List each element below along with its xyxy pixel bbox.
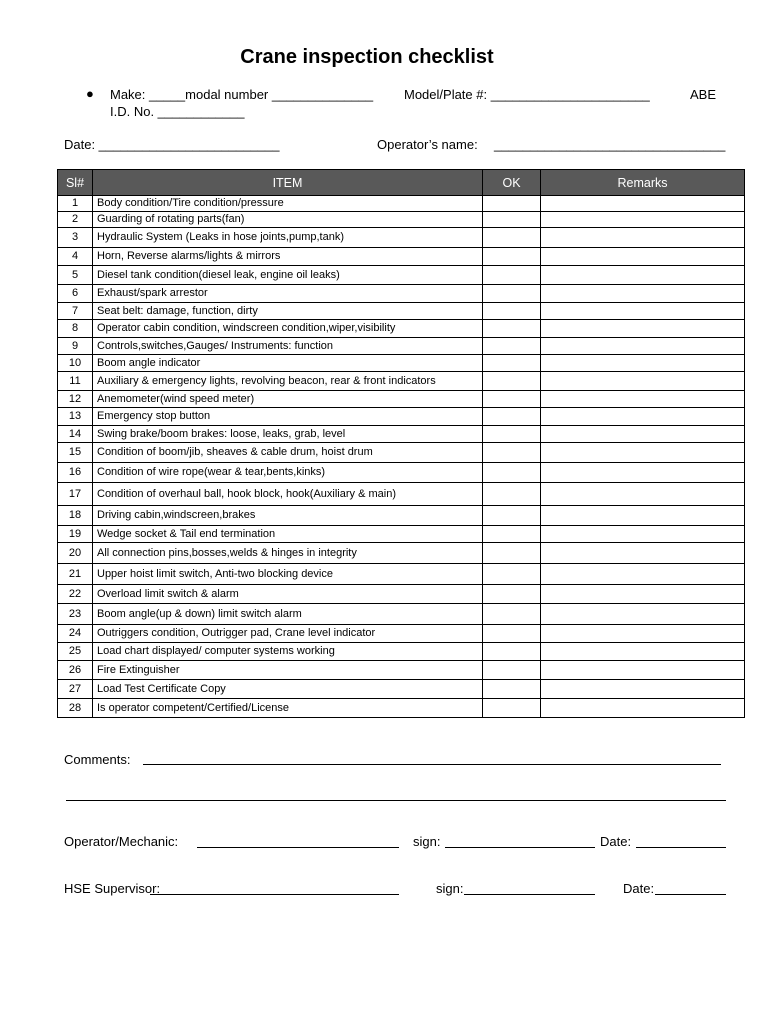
- hse-date-line[interactable]: [655, 894, 726, 895]
- ok-cell[interactable]: [483, 212, 541, 228]
- ok-cell[interactable]: [483, 408, 541, 426]
- row-number: 20: [58, 543, 93, 564]
- ok-cell[interactable]: [483, 196, 541, 212]
- table-row: [58, 483, 745, 506]
- remarks-cell[interactable]: [541, 506, 745, 526]
- table-row: [58, 338, 745, 355]
- row-item: All connection pins,bosses,welds & hinges in integrity: [93, 543, 483, 564]
- row-number: 26: [58, 661, 93, 680]
- table-row: [58, 372, 745, 391]
- ok-cell[interactable]: [483, 661, 541, 680]
- table-row: [58, 285, 745, 303]
- row-item: Guarding of rotating parts(fan): [93, 212, 483, 228]
- hse-sign-label: sign:: [436, 881, 464, 896]
- ok-cell[interactable]: [483, 372, 541, 391]
- remarks-cell[interactable]: [541, 228, 745, 248]
- table-row: [58, 680, 745, 699]
- operator-sign-line[interactable]: [445, 847, 595, 848]
- row-item: Overload limit switch & alarm: [93, 585, 483, 604]
- ok-cell[interactable]: [483, 680, 541, 699]
- row-item: Is operator competent/Certified/License: [93, 699, 483, 718]
- column-header-ok: OK: [483, 170, 541, 196]
- row-number: 18: [58, 506, 93, 526]
- row-number: 23: [58, 604, 93, 625]
- bullet-icon: ●: [86, 86, 94, 101]
- table-row: [58, 463, 745, 483]
- ok-cell[interactable]: [483, 699, 541, 718]
- ok-cell[interactable]: [483, 303, 541, 320]
- row-item: Boom angle(up & down) limit switch alarm: [93, 604, 483, 625]
- row-item: Outriggers condition, Outrigger pad, Crane level indicator: [93, 625, 483, 643]
- table-row: [58, 564, 745, 585]
- remarks-cell[interactable]: [541, 585, 745, 604]
- table-row: [58, 604, 745, 625]
- remarks-cell[interactable]: [541, 248, 745, 266]
- ok-cell[interactable]: [483, 338, 541, 355]
- comments-label: Comments:: [64, 752, 131, 767]
- table-row: [58, 526, 745, 543]
- remarks-cell[interactable]: [541, 643, 745, 661]
- operator-mechanic-label: Operator/Mechanic:: [64, 834, 179, 849]
- row-number: 28: [58, 699, 93, 718]
- table-row: [58, 355, 745, 372]
- row-item: Wedge socket & Tail end termination: [93, 526, 483, 543]
- hse-supervisor-line[interactable]: [150, 894, 399, 895]
- row-number: 27: [58, 680, 93, 699]
- ok-cell[interactable]: [483, 285, 541, 303]
- ok-cell[interactable]: [483, 585, 541, 604]
- row-item: Load chart displayed/ computer systems working: [93, 643, 483, 661]
- remarks-cell[interactable]: [541, 699, 745, 718]
- remarks-cell[interactable]: [541, 338, 745, 355]
- row-number: 9: [58, 338, 93, 355]
- operator-date-line[interactable]: [636, 847, 726, 848]
- remarks-cell[interactable]: [541, 372, 745, 391]
- remarks-cell[interactable]: [541, 661, 745, 680]
- remarks-cell[interactable]: [541, 212, 745, 228]
- row-item: Condition of wire rope(wear & tear,bents,kinks): [93, 463, 483, 483]
- table-row: [58, 661, 745, 680]
- row-number: 2: [58, 212, 93, 228]
- row-number: 6: [58, 285, 93, 303]
- table-row: [58, 212, 745, 228]
- page-title: Crane inspection checklist: [240, 46, 494, 68]
- row-number: 16: [58, 463, 93, 483]
- table-header-row: [58, 170, 745, 196]
- remarks-cell[interactable]: [541, 303, 745, 320]
- table-row: [58, 266, 745, 285]
- inspection-table: [57, 169, 745, 718]
- ok-cell[interactable]: [483, 426, 541, 443]
- row-number: 15: [58, 443, 93, 463]
- row-number: 4: [58, 248, 93, 266]
- row-number: 24: [58, 625, 93, 643]
- ok-cell[interactable]: [483, 463, 541, 483]
- row-number: 1: [58, 196, 93, 212]
- ok-cell[interactable]: [483, 526, 541, 543]
- row-number: 10: [58, 355, 93, 372]
- operator-date-label: Date:: [600, 834, 632, 849]
- row-item: Condition of boom/jib, sheaves & cable drum, hoist drum: [93, 443, 483, 463]
- row-item: Controls,switches,Gauges/ Instruments: function: [93, 338, 483, 355]
- remarks-cell[interactable]: [541, 391, 745, 408]
- ok-cell[interactable]: [483, 391, 541, 408]
- row-item: Operator cabin condition, windscreen condition,wiper,visibility: [93, 320, 483, 338]
- table-row: [58, 248, 745, 266]
- hse-date-label: Date:: [623, 881, 655, 896]
- row-item: Boom angle indicator: [93, 355, 483, 372]
- row-item: Anemometer(wind speed meter): [93, 391, 483, 408]
- table-row: [58, 228, 745, 248]
- remarks-cell[interactable]: [541, 355, 745, 372]
- ok-cell[interactable]: [483, 543, 541, 564]
- table-row: [58, 506, 745, 526]
- row-item: Upper hoist limit switch, Anti-two blocking device: [93, 564, 483, 585]
- row-number: 21: [58, 564, 93, 585]
- make-model-field[interactable]: Make: _____modal number ______________: [110, 87, 374, 102]
- row-number: 19: [58, 526, 93, 543]
- ok-cell[interactable]: [483, 564, 541, 585]
- column-header-sl: Sl#: [58, 170, 93, 196]
- row-item: Emergency stop button: [93, 408, 483, 426]
- remarks-cell[interactable]: [541, 266, 745, 285]
- table-row: [58, 643, 745, 661]
- table-row: [58, 303, 745, 320]
- ok-cell[interactable]: [483, 355, 541, 372]
- ok-cell[interactable]: [483, 228, 541, 248]
- table-row: [58, 699, 745, 718]
- row-number: 12: [58, 391, 93, 408]
- operator-sign-label: sign:: [413, 834, 441, 849]
- table-row: [58, 585, 745, 604]
- remarks-cell[interactable]: [541, 443, 745, 463]
- row-item: Driving cabin,windscreen,brakes: [93, 506, 483, 526]
- remarks-cell[interactable]: [541, 426, 745, 443]
- remarks-cell[interactable]: [541, 463, 745, 483]
- abe-text: ABE: [690, 87, 717, 102]
- operator-name-field[interactable]: ________________________________: [494, 137, 726, 152]
- column-header-item: ITEM: [93, 170, 483, 196]
- table-row: [58, 391, 745, 408]
- comments-line-2[interactable]: [66, 800, 726, 801]
- ok-cell[interactable]: [483, 643, 541, 661]
- row-item: Exhaust/spark arrestor: [93, 285, 483, 303]
- remarks-cell[interactable]: [541, 526, 745, 543]
- row-item: Swing brake/boom brakes: loose, leaks, grab, level: [93, 426, 483, 443]
- row-number: 8: [58, 320, 93, 338]
- remarks-cell[interactable]: [541, 483, 745, 506]
- operator-mechanic-line[interactable]: [197, 847, 399, 848]
- row-number: 11: [58, 372, 93, 391]
- ok-cell[interactable]: [483, 266, 541, 285]
- column-header-remarks: Remarks: [541, 170, 745, 196]
- id-number-field[interactable]: I.D. No. ____________: [110, 104, 245, 119]
- remarks-cell[interactable]: [541, 625, 745, 643]
- date-field[interactable]: Date: _________________________: [64, 137, 280, 152]
- table-row: [58, 443, 745, 463]
- row-item: Horn, Reverse alarms/lights & mirrors: [93, 248, 483, 266]
- remarks-cell[interactable]: [541, 564, 745, 585]
- model-plate-field[interactable]: Model/Plate #: ______________________: [404, 87, 650, 102]
- ok-cell[interactable]: [483, 483, 541, 506]
- row-number: 13: [58, 408, 93, 426]
- operator-name-label: Operator’s name:: [377, 137, 478, 152]
- row-item: Body condition/Tire condition/pressure: [93, 196, 483, 212]
- row-item: Fire Extinguisher: [93, 661, 483, 680]
- row-item: Hydraulic System (Leaks in hose joints,pump,tank): [93, 228, 483, 248]
- row-item: Auxiliary & emergency lights, revolving beacon, rear & front indicators: [93, 372, 483, 391]
- row-number: 25: [58, 643, 93, 661]
- table-row: [58, 196, 745, 212]
- remarks-cell[interactable]: [541, 408, 745, 426]
- row-number: 5: [58, 266, 93, 285]
- row-number: 7: [58, 303, 93, 320]
- row-item: Condition of overhaul ball, hook block, hook(Auxiliary & main): [93, 483, 483, 506]
- ok-cell[interactable]: [483, 248, 541, 266]
- row-item: Diesel tank condition(diesel leak, engine oil leaks): [93, 266, 483, 285]
- table-row: [58, 320, 745, 338]
- row-item: Seat belt: damage, function, dirty: [93, 303, 483, 320]
- row-number: 3: [58, 228, 93, 248]
- hse-sign-line[interactable]: [464, 894, 595, 895]
- row-number: 22: [58, 585, 93, 604]
- table-row: [58, 625, 745, 643]
- row-number: 17: [58, 483, 93, 506]
- remarks-cell[interactable]: [541, 320, 745, 338]
- hse-supervisor-label: HSE Supervisor:: [64, 881, 161, 896]
- row-item: Load Test Certificate Copy: [93, 680, 483, 699]
- ok-cell[interactable]: [483, 443, 541, 463]
- table-row: [58, 408, 745, 426]
- remarks-cell[interactable]: [541, 543, 745, 564]
- table-row: [58, 426, 745, 443]
- ok-cell[interactable]: [483, 506, 541, 526]
- remarks-cell[interactable]: [541, 604, 745, 625]
- ok-cell[interactable]: [483, 625, 541, 643]
- ok-cell[interactable]: [483, 320, 541, 338]
- ok-cell[interactable]: [483, 604, 541, 625]
- remarks-cell[interactable]: [541, 285, 745, 303]
- row-number: 14: [58, 426, 93, 443]
- comments-line-1[interactable]: [143, 764, 721, 765]
- table-row: [58, 543, 745, 564]
- remarks-cell[interactable]: [541, 680, 745, 699]
- remarks-cell[interactable]: [541, 196, 745, 212]
